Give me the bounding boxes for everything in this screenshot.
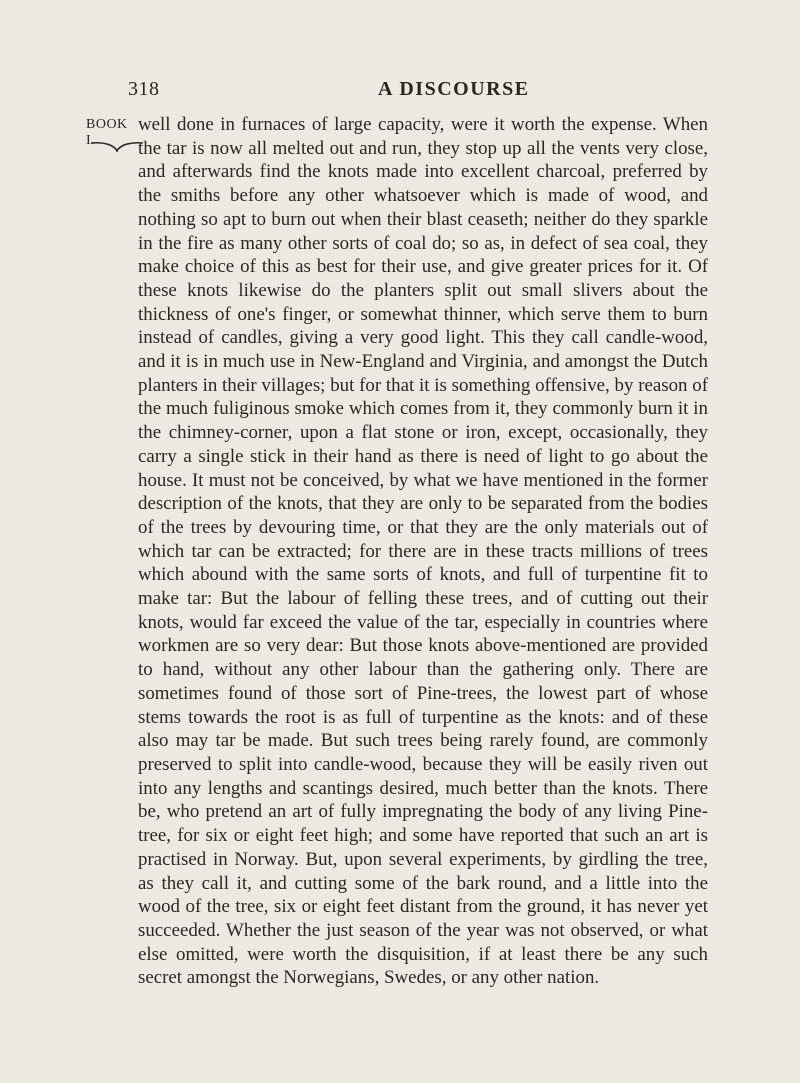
margin-brace-ornament (90, 140, 144, 152)
body-text (138, 113, 708, 990)
running-head (128, 78, 788, 102)
running-title: A DISCOURSE (378, 78, 530, 100)
margin-book-label: BOOK I. (86, 117, 128, 148)
body-paragraph: well done in furnaces of large capacity, were it worth the expense. When the tar is now all melted out and run, they stop up all the vents very close, and afterwards find the knots made into excellent charcoal, preferred by the smiths before any other whatsoever which is made of wood, and nothing so apt to burn out when their blast ceaseth; neither do they sparkle in the fire as many other sorts of coal do; so as, in defect of sea coal, they make choice of this as best for their use, and give greater prices for it. Of these knots likewise do the planters split out small slivers about the thickness of one's finger, or somewhat thinner, which serve them to burn instead of candles, giving a very good light. This they call candle-wood, and it is in much use in New-England and Virginia, and amongst the Dutch planters in their villages; but for that it is something offensive, by reason of the much fuliginous smoke which comes from it, they commonly burn it in the chimney-corner, upon a flat stone or iron, except, occasionally, they carry a single stick in their hand as there is need of light to go about the house. It must not be conceived, by what we have mentioned in the former description of the knots, that they are only to be separated from the bodies of the trees by devouring time, or that they are the only materials out of which tar can be extracted; for there are in these tracts millions of trees which abound with the same sorts of knots, and full of turpentine fit to make tar: But the labour of felling these trees, and of cutting out their knots, would far exceed the value of the tar, especially in countries where workmen are so very dear: But those knots above-mentioned are provided to hand, without any other labour than the gathering only. There are sometimes found of those sort of Pine-trees, the lowest part of whose stems towards the root is as full of turpentine as the knots: and of these also may tar be made. But such trees being rarely found, are commonly preserved to split into candle-wood, because they will be easily riven out into any lengths and scantings desired, much better than the knots. There be, who pretend an art of fully impregnating the body of any living Pine-tree, for six or eight feet high; and some have reported that such an art is practised in Norway. But, upon several experiments, by girdling the tree, as they call it, and cutting some of the bark round, and a little into the wood of the tree, six or eight feet distant from the ground, it has never yet succeeded. Whether the just season of the year was not observed, or what else omitted, were worth the disquisition, if at least there be any such secret amongst the Norwegians, Swedes, or any other nation. (138, 114, 708, 989)
page-number: 318 (128, 78, 160, 100)
